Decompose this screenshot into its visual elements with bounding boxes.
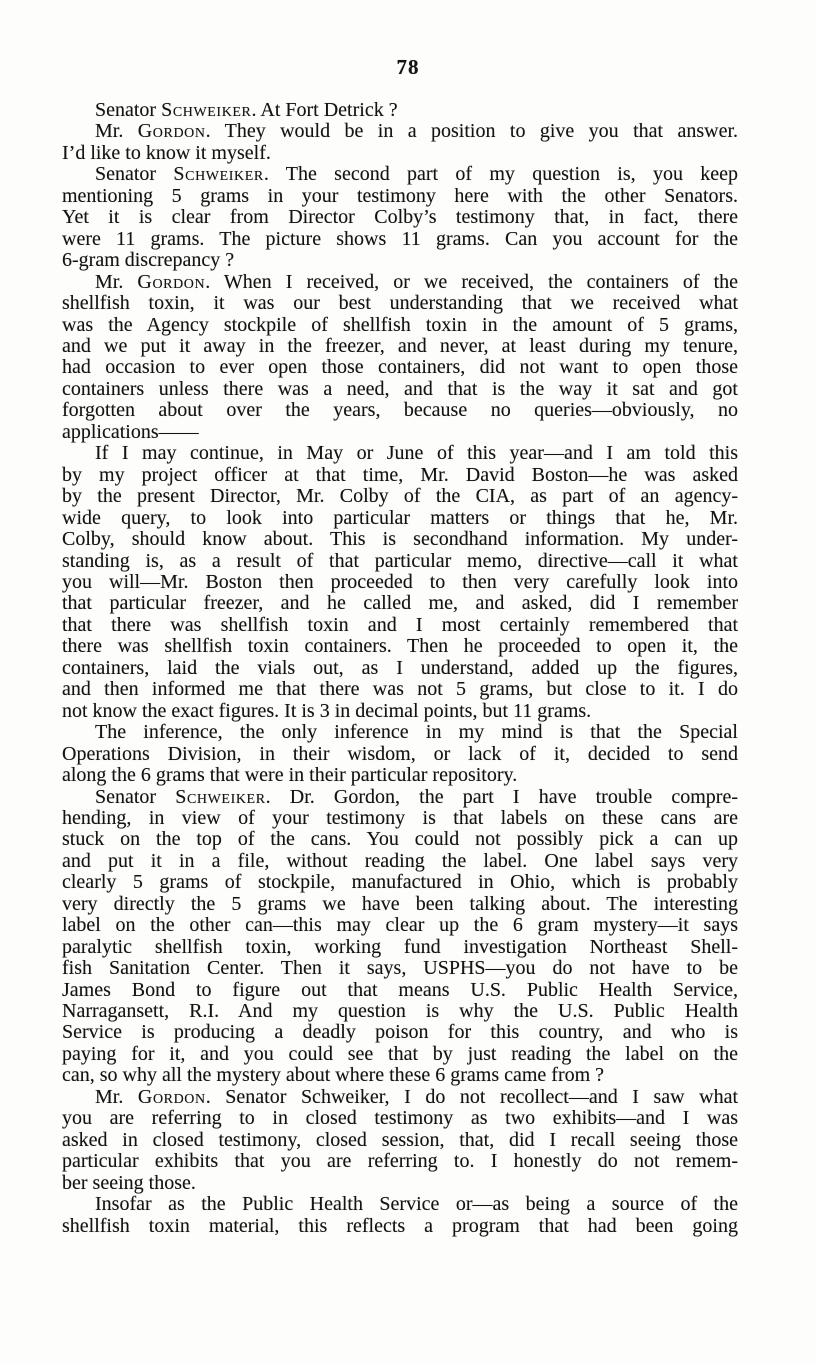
text-line: you will—Mr. Boston then proceeded to then very carefully look into <box>62 570 738 593</box>
text-line: clearly 5 grams of stockpile, manufactured in Ohio, which is probably <box>62 871 738 894</box>
text-line: Operations Division, in their wisdom, or lack of it, decided to send <box>62 742 738 765</box>
text-line: shellfish toxin material, this reflects a program that had been going <box>62 1214 738 1237</box>
text-line: you are referring to in closed testimony as two exhibits—and I was <box>62 1107 738 1130</box>
text-line: Colby, should know about. This is secondhand information. My under- <box>62 528 738 551</box>
text-line: very directly the 5 grams we have been talking about. The interesting <box>62 892 738 915</box>
text-line: paying for it, and you could see that by just reading the label on the <box>62 1042 738 1065</box>
text-line: that there was shellfish toxin and I most certainly remembered that <box>62 613 738 636</box>
text-line: label on the other can—this may clear up the 6 gram mystery—it says <box>62 914 738 937</box>
transcript-text <box>62 100 738 1237</box>
text-segment: . Dr. Gordon, the part I have trouble compre- <box>265 785 739 808</box>
text-segment: Senator <box>95 99 162 121</box>
text-line: and then informed me that there was not 5 grams, but close to it. I do <box>62 678 738 701</box>
text-line: were 11 grams. The picture shows 11 grams. Can you account for the <box>62 227 738 250</box>
text-segment: Senator <box>95 163 174 186</box>
text-line: there was shellfish toxin containers. Then he proceeded to open it, the <box>62 635 738 658</box>
text-line: I’d like to know it myself. <box>62 141 271 164</box>
text-line: 6-gram discrepancy ? <box>62 249 235 272</box>
text-line: wide query, to look into particular matters or things that he, Mr. <box>62 506 738 529</box>
text-line: If I may continue, in May or June of this year—and I am told this <box>95 442 738 465</box>
text-line: and we put it away in the freezer, and never, at least during my tenure, <box>62 334 738 357</box>
speaker-name: Gordon <box>137 1085 206 1108</box>
text-segment: . The second part of my question is, you keep <box>263 163 739 186</box>
text-line <box>62 164 738 185</box>
speaker-name: Schweiker <box>175 785 266 808</box>
text-line: Yet it is clear from Director Colby’s testimony that, in fact, there <box>62 206 738 229</box>
page-number: 78 <box>396 55 420 79</box>
text-line: paralytic shellfish toxin, working fund investigation Northeast Shell- <box>62 935 738 958</box>
text-segment: Mr. <box>95 120 138 143</box>
text-line: fish Sanitation Center. Then it says, USPHS—you do not have to be <box>62 957 738 980</box>
speaker-name: Schweiker <box>161 99 252 121</box>
speaker-name: Gordon <box>137 120 206 143</box>
text-line <box>62 100 738 121</box>
text-line: not know the exact figures. It is 3 in decimal points, but 11 grams. <box>62 699 592 722</box>
text-line: Insofar as the Public Health Service or—as being a source of the <box>95 1193 738 1216</box>
text-segment: . Senator Schweiker, I do not recollect—and I saw what <box>205 1085 739 1108</box>
text-line: applications—— <box>62 420 199 443</box>
text-segment: Senator <box>95 785 176 808</box>
text-line: Narragansett, R.I. And my question is why the U.S. Public Health <box>62 1000 738 1023</box>
text-line <box>62 272 738 293</box>
text-segment: . At Fort Detrick ? <box>251 99 398 121</box>
text-line: and put it in a file, without reading the label. One label says very <box>62 849 738 872</box>
text-segment: Mr. <box>95 270 138 293</box>
text-line: containers, laid the vials out, as I understand, added up the figures, <box>62 656 738 679</box>
text-line: had occasion to ever open those containers, did not want to open those <box>62 356 738 379</box>
text-line: The inference, the only inference in my mind is that the Special <box>95 721 738 744</box>
text-line: Service is producing a deadly poison for this country, and who is <box>62 1021 738 1044</box>
speaker-name: Schweiker <box>173 163 264 186</box>
text-line: can, so why all the mystery about where these 6 grams came from ? <box>62 1064 605 1087</box>
text-line: along the 6 grams that were in their particular repository. <box>62 764 518 787</box>
text-line <box>62 787 738 808</box>
text-line <box>62 1087 738 1108</box>
text-line: by my project officer at that time, Mr. David Boston—he was asked <box>62 463 738 486</box>
text-line: shellfish toxin, it was our best understanding that we received what <box>62 292 738 315</box>
text-line: containers unless there was a need, and that is the way it sat and got <box>62 377 738 400</box>
text-line: was the Agency stockpile of shellfish toxin in the amount of 5 grams, <box>62 313 738 336</box>
text-line: ber seeing those. <box>62 1171 196 1194</box>
text-segment: . They would be in a position to give you that answer. <box>205 120 739 143</box>
text-line: asked in closed testimony, closed session, that, did I recall seeing those <box>62 1128 738 1151</box>
text-line: hending, in view of your testimony is that labels on these cans are <box>62 806 738 829</box>
text-line: standing is, as a result of that particular memo, directive—call it what <box>62 549 738 572</box>
text-line: that particular freezer, and he called me, and asked, did I remember <box>62 592 738 615</box>
text-line: mentioning 5 grams in your testimony here with the other Senators. <box>62 184 738 207</box>
speaker-name: Gordon <box>137 270 206 293</box>
text-line: particular exhibits that you are referring to. I honestly do not remem- <box>62 1150 738 1173</box>
text-line: stuck on the top of the cans. You could not possibly pick a can up <box>62 828 738 851</box>
text-line: by the present Director, Mr. Colby of the CIA, as part of an agency- <box>62 485 738 508</box>
text-line: forgotten about over the years, because no queries—obviously, no <box>62 399 738 422</box>
text-segment: . When I received, or we received, the containers of the <box>205 270 738 293</box>
text-line <box>62 121 738 142</box>
text-segment: Mr. <box>95 1085 138 1108</box>
text-line: James Bond to figure out that means U.S. Public Health Service, <box>62 978 738 1001</box>
